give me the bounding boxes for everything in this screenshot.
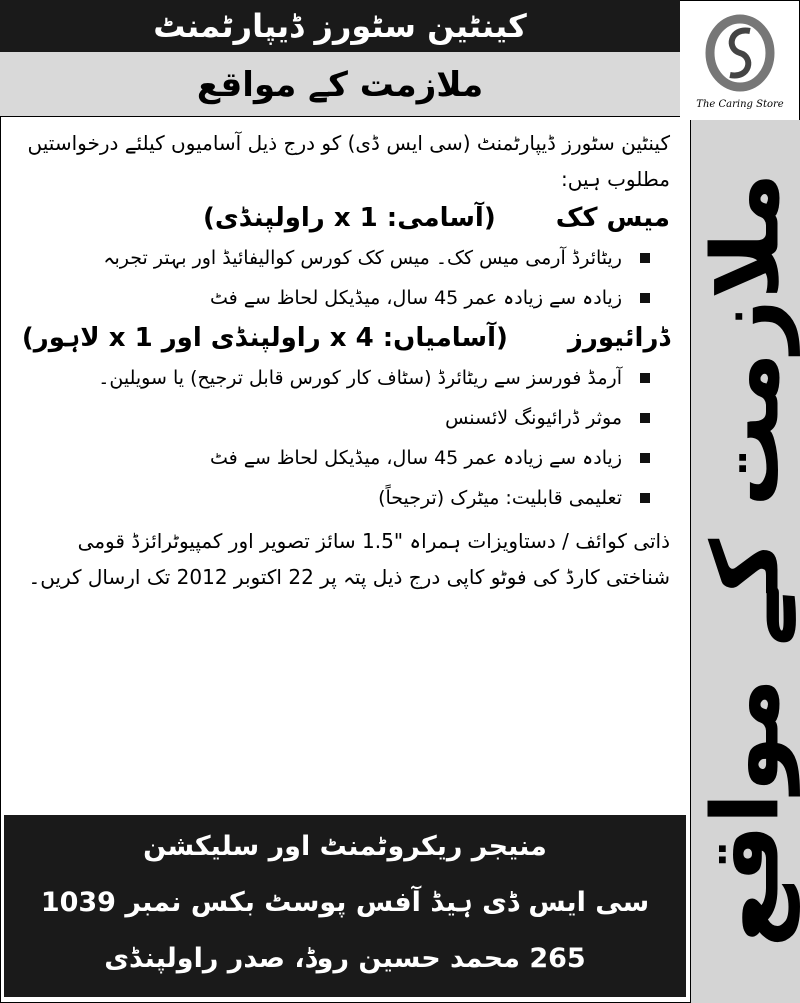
side-banner-text: ملازمت کے مواقع — [692, 172, 800, 948]
requirement-item — [10, 403, 650, 433]
requirement-text: تعلیمی قابلیت: میٹرک (ترجیحاً) — [378, 487, 622, 509]
ad-body — [10, 125, 670, 595]
requirement-item — [10, 283, 650, 313]
address-line-2: سی ایس ڈی ہیڈ آفس پوسٹ بکس نمبر 1039 — [40, 887, 650, 918]
requirement-text: زیادہ سے زیادہ عمر 45 سال، میڈیکل لحاظ سے فٹ — [209, 287, 622, 309]
bullet-square-icon — [640, 493, 650, 503]
requirement-item — [10, 243, 650, 273]
requirement-text: زیادہ سے زیادہ عمر 45 سال، میڈیکل لحاظ سے فٹ — [209, 447, 622, 469]
intro-text: کینٹین سٹورز ڈیپارٹمنٹ (سی ایس ڈی) کو درج ذیل آسامیوں کیلئے درخواستیں مطلوب ہیں: — [27, 131, 670, 191]
header-subtitle: ملازمت کے مواقع — [0, 52, 680, 117]
job-title: ڈرائیورز — [567, 323, 670, 353]
address-line-1: منیجر ریکروٹمنٹ اور سلیکشن — [143, 831, 547, 862]
application-instructions: ذاتی کوائف / دستاویزات ہمراہ "1.5 سائز تصویر اور کمپیوٹرائزڈ قومی شناختی کارڈ کی فوٹو کاپی درج ذیل پتہ پر 22 اکتوبر 2012 تک ارسال کریں۔ — [28, 529, 670, 589]
csd-logo — [684, 4, 796, 116]
bullet-square-icon — [640, 293, 650, 303]
requirement-item — [10, 443, 650, 473]
bullet-square-icon — [640, 413, 650, 423]
job-drivers — [10, 323, 670, 513]
bullet-square-icon — [640, 253, 650, 263]
header-title: کینٹین سٹورز ڈیپارٹمنٹ — [0, 0, 680, 52]
job-posts: (آسامی: 1 x راولپنڈی) — [203, 203, 496, 233]
side-banner — [690, 120, 800, 1003]
address-line-3: 265 محمد حسین روڈ، صدر راولپنڈی — [104, 943, 586, 974]
requirement-text: موثر ڈرائیونگ لائسنس — [445, 407, 622, 429]
job-title: میس کک — [555, 203, 670, 233]
bullet-square-icon — [640, 453, 650, 463]
requirement-text: ریٹائرڈ آرمی میس کک۔ میس کک کورس کوالیفائیڈ اور بہتر تجربہ — [103, 247, 622, 269]
bullet-square-icon — [640, 373, 650, 383]
requirement-text: آرمڈ فورسز سے ریٹائرڈ (سٹاف کار کورس قابل ترجیح) یا سویلین۔ — [98, 367, 622, 389]
logo-caption: The Caring Store — [696, 99, 784, 110]
job-mess-cook — [10, 203, 670, 313]
requirement-item — [10, 363, 650, 393]
csd-logo-icon — [700, 13, 780, 93]
job-posts: (آسامیاں: 4 x راولپنڈی اور 1 x لاہور) — [21, 323, 508, 353]
requirement-item — [10, 483, 650, 513]
address-box — [4, 815, 686, 997]
